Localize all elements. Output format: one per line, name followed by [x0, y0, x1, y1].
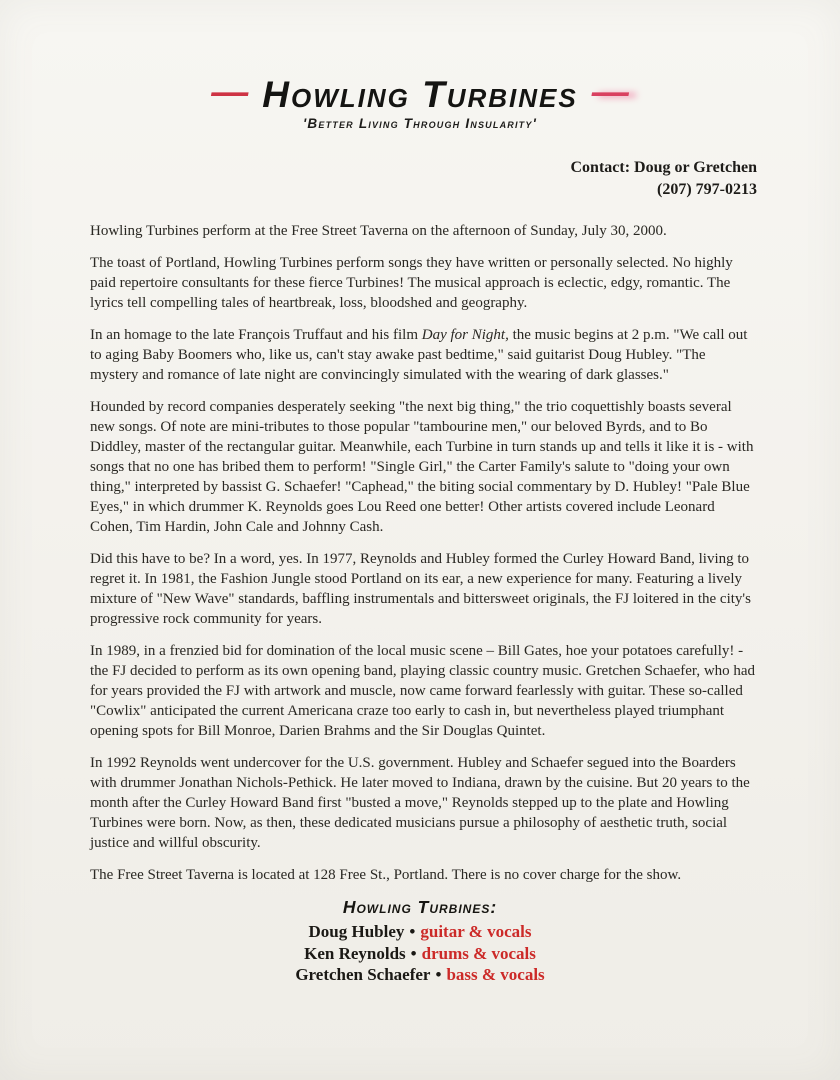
contact-block	[0, 157, 757, 201]
red-dash-left: —	[211, 71, 249, 112]
paragraph-band-history-1989: In 1989, in a frenzied bid for domination of the local music scene – Bill Gates, hoe your potatoes carefully! - the FJ decided to perform as its own opening band, playing classic country music. Gretchen Schaefer, who had for years provided the FJ with artwork and muscle, now came forward fearlessly with guitar. These so-called "Cowlix" anticipated the current Americana craze too early to cash in, but nevertheless played triumphant opening spots for Bill Monroe, Darien Brahms and the Sir Douglas Quintet.	[90, 643, 756, 739]
paragraph-truffaut-post: the music begins at 2 p.m. "We call out to aging Baby Boomers who, like us, can't stay awake past bedtime," said guitarist Doug Hubley. "The mystery and romance of late night are convincingly simulated with the wearing of dark glasses."	[90, 327, 748, 383]
band-roster	[0, 897, 840, 986]
masthead	[0, 0, 840, 131]
press-release-body	[90, 221, 757, 885]
roster-member-row	[0, 943, 840, 965]
contact-phone: (207) 797-0213	[657, 181, 757, 198]
roster-member-row	[0, 921, 840, 943]
red-dash-right: —	[591, 71, 629, 112]
paragraph-show-announcement: Howling Turbines perform at the Free Street Taverna on the afternoon of Sunday, July 30, 2000.	[90, 223, 667, 239]
roster-member-row	[0, 964, 840, 986]
member-role: bass & vocals	[446, 965, 545, 984]
paragraph-band-intro: The toast of Portland, Howling Turbines perform songs they have written or personally selected. No highly paid repertoire consultants for these fierce Turbines! The musical approach is eclectic, edgy, romantic. The lyrics tell compelling tales of heartbreak, loss, bloodshed and geography.	[90, 255, 733, 311]
contact-names: Contact: Doug or Gretchen	[570, 159, 757, 176]
paragraph-band-history-1992: In 1992 Reynolds went undercover for the U.S. government. Hubley and Schaefer segued into the Boarders with drummer Jonathan Nichols-Pethick. He later moved to Indiana, drawn by the cuisine. But 20 years to the month after the Curley Howard Band first "busted a move," Reynolds stepped up to the plate and Howling Turbines were born. Now, as then, these dedicated musicians pursue a philosophy of aesthetic truth, social justice and willful obscurity.	[90, 755, 750, 851]
band-title-line	[0, 71, 840, 115]
paragraph-new-songs: Hounded by record companies desperately seeking "the next big thing," the trio coquettishly boasts several new songs. Of note are mini-tributes to those popular "tambourine men," our beloved Byrds, and to Bo Diddley, master of the rectangular guitar. Meanwhile, each Turbine in turn stands up and tells it like it is - with songs that no one has bribed them to perform! "Single Girl," the Carter Family's salute to "doing your own thing," interpreted by bassist G. Schaefer! "Caphead," the biting social commentary by D. Hubley! "Pale Blue Eyes," in which drummer K. Reynolds goes Lou Reed one better! Other artists covered include Leonard Cohen, Tim Hardin, John Cale and Johnny Cash.	[90, 399, 754, 535]
bullet-separator: •	[435, 965, 442, 984]
bullet-separator: •	[409, 922, 416, 941]
member-role: guitar & vocals	[420, 922, 532, 941]
paragraph-truffaut-pre: In an homage to the late François Truffaut and his film	[90, 327, 422, 343]
paragraph-venue-info: The Free Street Taverna is located at 128 Free St., Portland. There is no cover charge for the show.	[90, 867, 682, 883]
roster-heading: Howling Turbines:	[342, 897, 498, 917]
member-name: Ken Reynolds	[304, 943, 406, 963]
member-name: Doug Hubley	[308, 922, 405, 941]
film-title-italic: Day for Night,	[421, 327, 509, 343]
band-tagline: 'Better Living Through Insularity'	[303, 116, 537, 131]
band-title: Howling Turbines	[262, 74, 578, 115]
paragraph-band-history-70s-80s: Did this have to be? In a word, yes. In 1977, Reynolds and Hubley formed the Curley Howard Band, living to regret it. In 1981, the Fashion Jungle stood Portland on its ear, a new experience for many. Featuring a lively mixture of "New Wave" standards, baffling instrumentals and bittersweet originals, the FJ loitered in the city's progressive rock community for years.	[90, 551, 751, 627]
paragraph-truffaut-homage	[90, 325, 757, 385]
member-name: Gretchen Schaefer	[295, 965, 431, 984]
bullet-separator: •	[410, 943, 417, 963]
member-role: drums & vocals	[421, 943, 536, 963]
